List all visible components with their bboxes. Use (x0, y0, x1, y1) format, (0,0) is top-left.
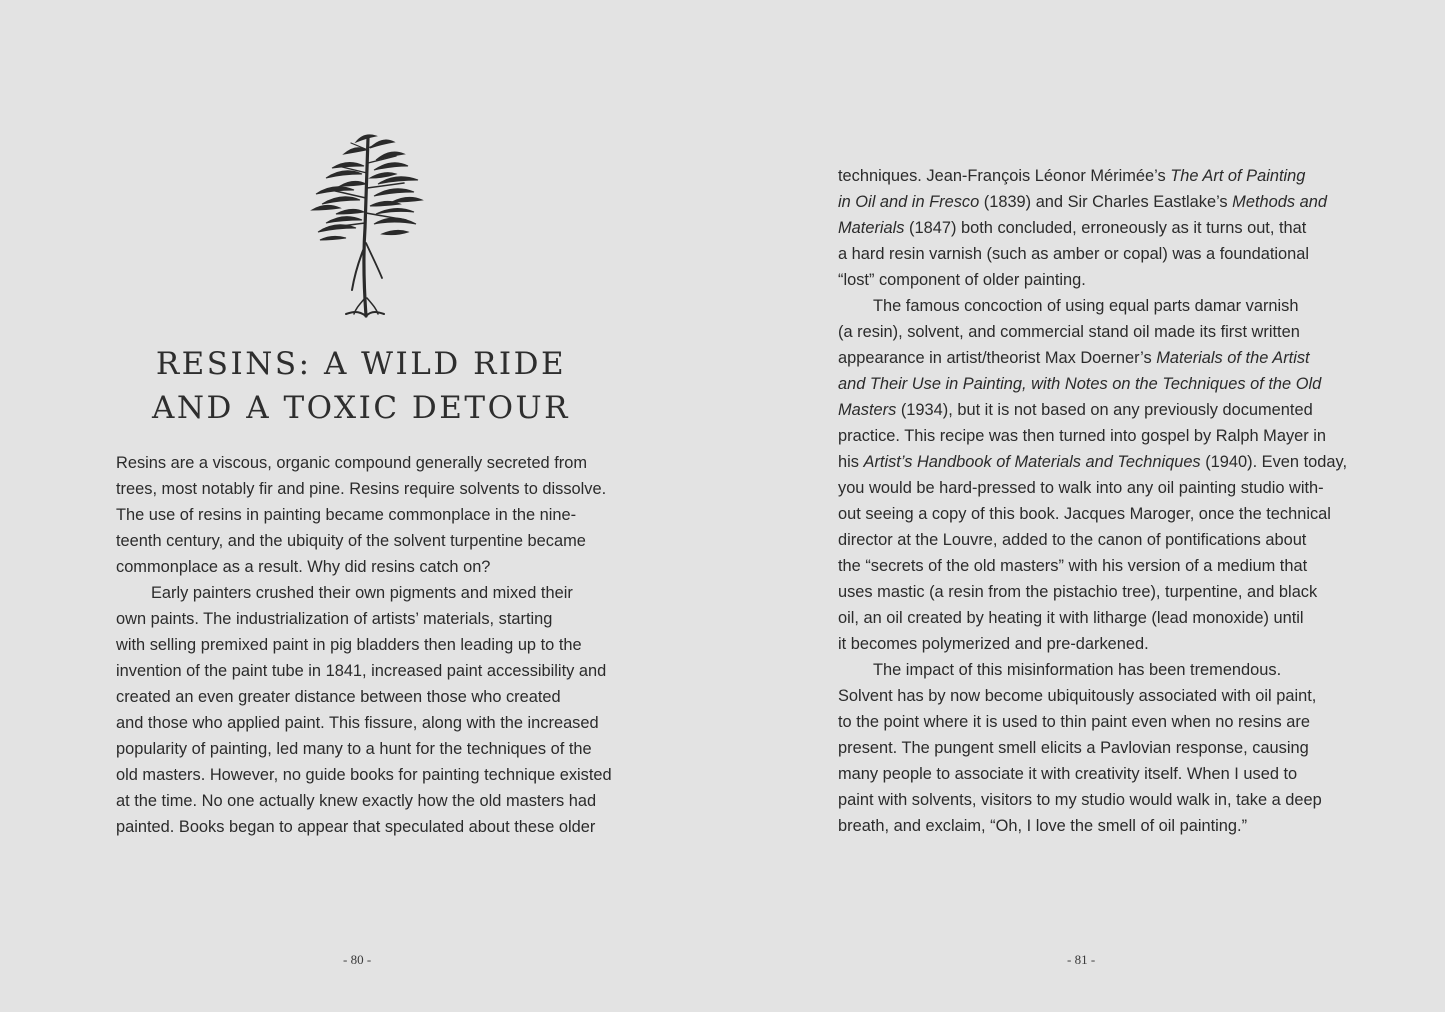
text-line: a hard resin varnish (such as amber or copal) was a foundational (838, 245, 1310, 263)
text-line: teenth century, and the ubiquity of the solvent turpentine became (116, 532, 586, 550)
text-line: “lost” component of older painting. (838, 271, 1086, 289)
text-line: created an even greater distance between those who created (116, 688, 561, 706)
text-line: with selling premixed paint in pig bladders then leading up to the (116, 636, 582, 654)
text-line: and Their Use in Painting, with Notes on the Techniques of the Old (838, 375, 1322, 393)
page-number-left: - 80 - (343, 952, 372, 967)
text-line: it becomes polymerized and pre-darkened. (838, 635, 1149, 653)
tree-icon (296, 128, 436, 318)
text-line: the “secrets of the old masters” with his version of a medium that (838, 557, 1308, 575)
text-line: practice. This recipe was then turned into gospel by Ralph Mayer in (838, 427, 1327, 445)
right-body-text (838, 163, 1348, 839)
text-line: many people to associate it with creativity itself. When I used to (838, 765, 1298, 783)
text-line: at the time. No one actually knew exactly how the old masters had (116, 792, 597, 810)
text-line: Resins are a viscous, organic compound generally secreted from (116, 454, 588, 472)
text-line: director at the Louvre, added to the canon of pontifications about (838, 531, 1307, 549)
text-line: Early painters crushed their own pigments and mixed their (151, 584, 573, 602)
text-line: oil, an oil created by heating it with litharge (lead monoxide) until (838, 609, 1304, 627)
text-line: and those who applied paint. This fissure, along with the increased (116, 714, 599, 732)
text-line: The famous concoction of using equal parts damar varnish (873, 297, 1299, 315)
chapter-title-line-1: RESINS: A WILD RIDE (155, 346, 567, 382)
text-line: popularity of painting, led many to a hunt for the techniques of the (116, 740, 592, 758)
text-line: The use of resins in painting became commonplace in the nine- (116, 506, 577, 524)
left-body-text (116, 450, 616, 840)
text-line: uses mastic (a resin from the pistachio tree), turpentine, and black (838, 583, 1318, 601)
text-line: his Artist’s Handbook of Materials and Techniques (1940). Even today, (838, 453, 1348, 471)
text-line: trees, most notably fir and pine. Resins require solvents to dissolve. (116, 480, 607, 498)
chapter-title-line-2: AND A TOXIC DETOUR (152, 390, 570, 426)
text-line: out seeing a copy of this book. Jacques Maroger, once the technical (838, 505, 1331, 523)
text-line: present. The pungent smell elicits a Pavlovian response, causing (838, 739, 1309, 757)
text-line: Materials (1847) both concluded, erroneously as it turns out, that (838, 219, 1307, 237)
text-line: to the point where it is used to thin paint even when no resins are (838, 713, 1310, 731)
right-page (722, 0, 1445, 1012)
text-line: own paints. The industrialization of artists’ materials, starting (116, 610, 553, 628)
text-line: breath, and exclaim, “Oh, I love the smell of oil painting.” (838, 817, 1248, 835)
text-line: in Oil and in Fresco (1839) and Sir Charles Eastlake’s Methods and (838, 193, 1327, 211)
text-line: techniques. Jean-François Léonor Mérimée’s The Art of Painting (838, 167, 1306, 185)
text-line: appearance in artist/theorist Max Doerner’s Materials of the Artist (838, 349, 1310, 367)
text-line: paint with solvents, visitors to my studio would walk in, take a deep (838, 791, 1322, 809)
left-page (0, 0, 722, 1012)
text-line: Solvent has by now become ubiquitously associated with oil paint, (838, 687, 1317, 705)
text-line: commonplace as a result. Why did resins catch on? (116, 558, 491, 576)
page-number-right: - 81 - (1067, 952, 1096, 967)
text-line: invention of the paint tube in 1841, increased paint accessibility and (116, 662, 607, 680)
text-line: old masters. However, no guide books for painting technique existed (116, 766, 612, 784)
text-line: The impact of this misinformation has been tremendous. (873, 661, 1282, 679)
text-line: (a resin), solvent, and commercial stand oil made its first written (838, 323, 1300, 341)
chapter-title (116, 342, 606, 430)
text-line: painted. Books began to appear that speculated about these older (116, 818, 596, 836)
text-line: you would be hard-pressed to walk into any oil painting studio with- (838, 479, 1324, 497)
text-line: Masters (1934), but it is not based on any previously documented (838, 401, 1313, 419)
